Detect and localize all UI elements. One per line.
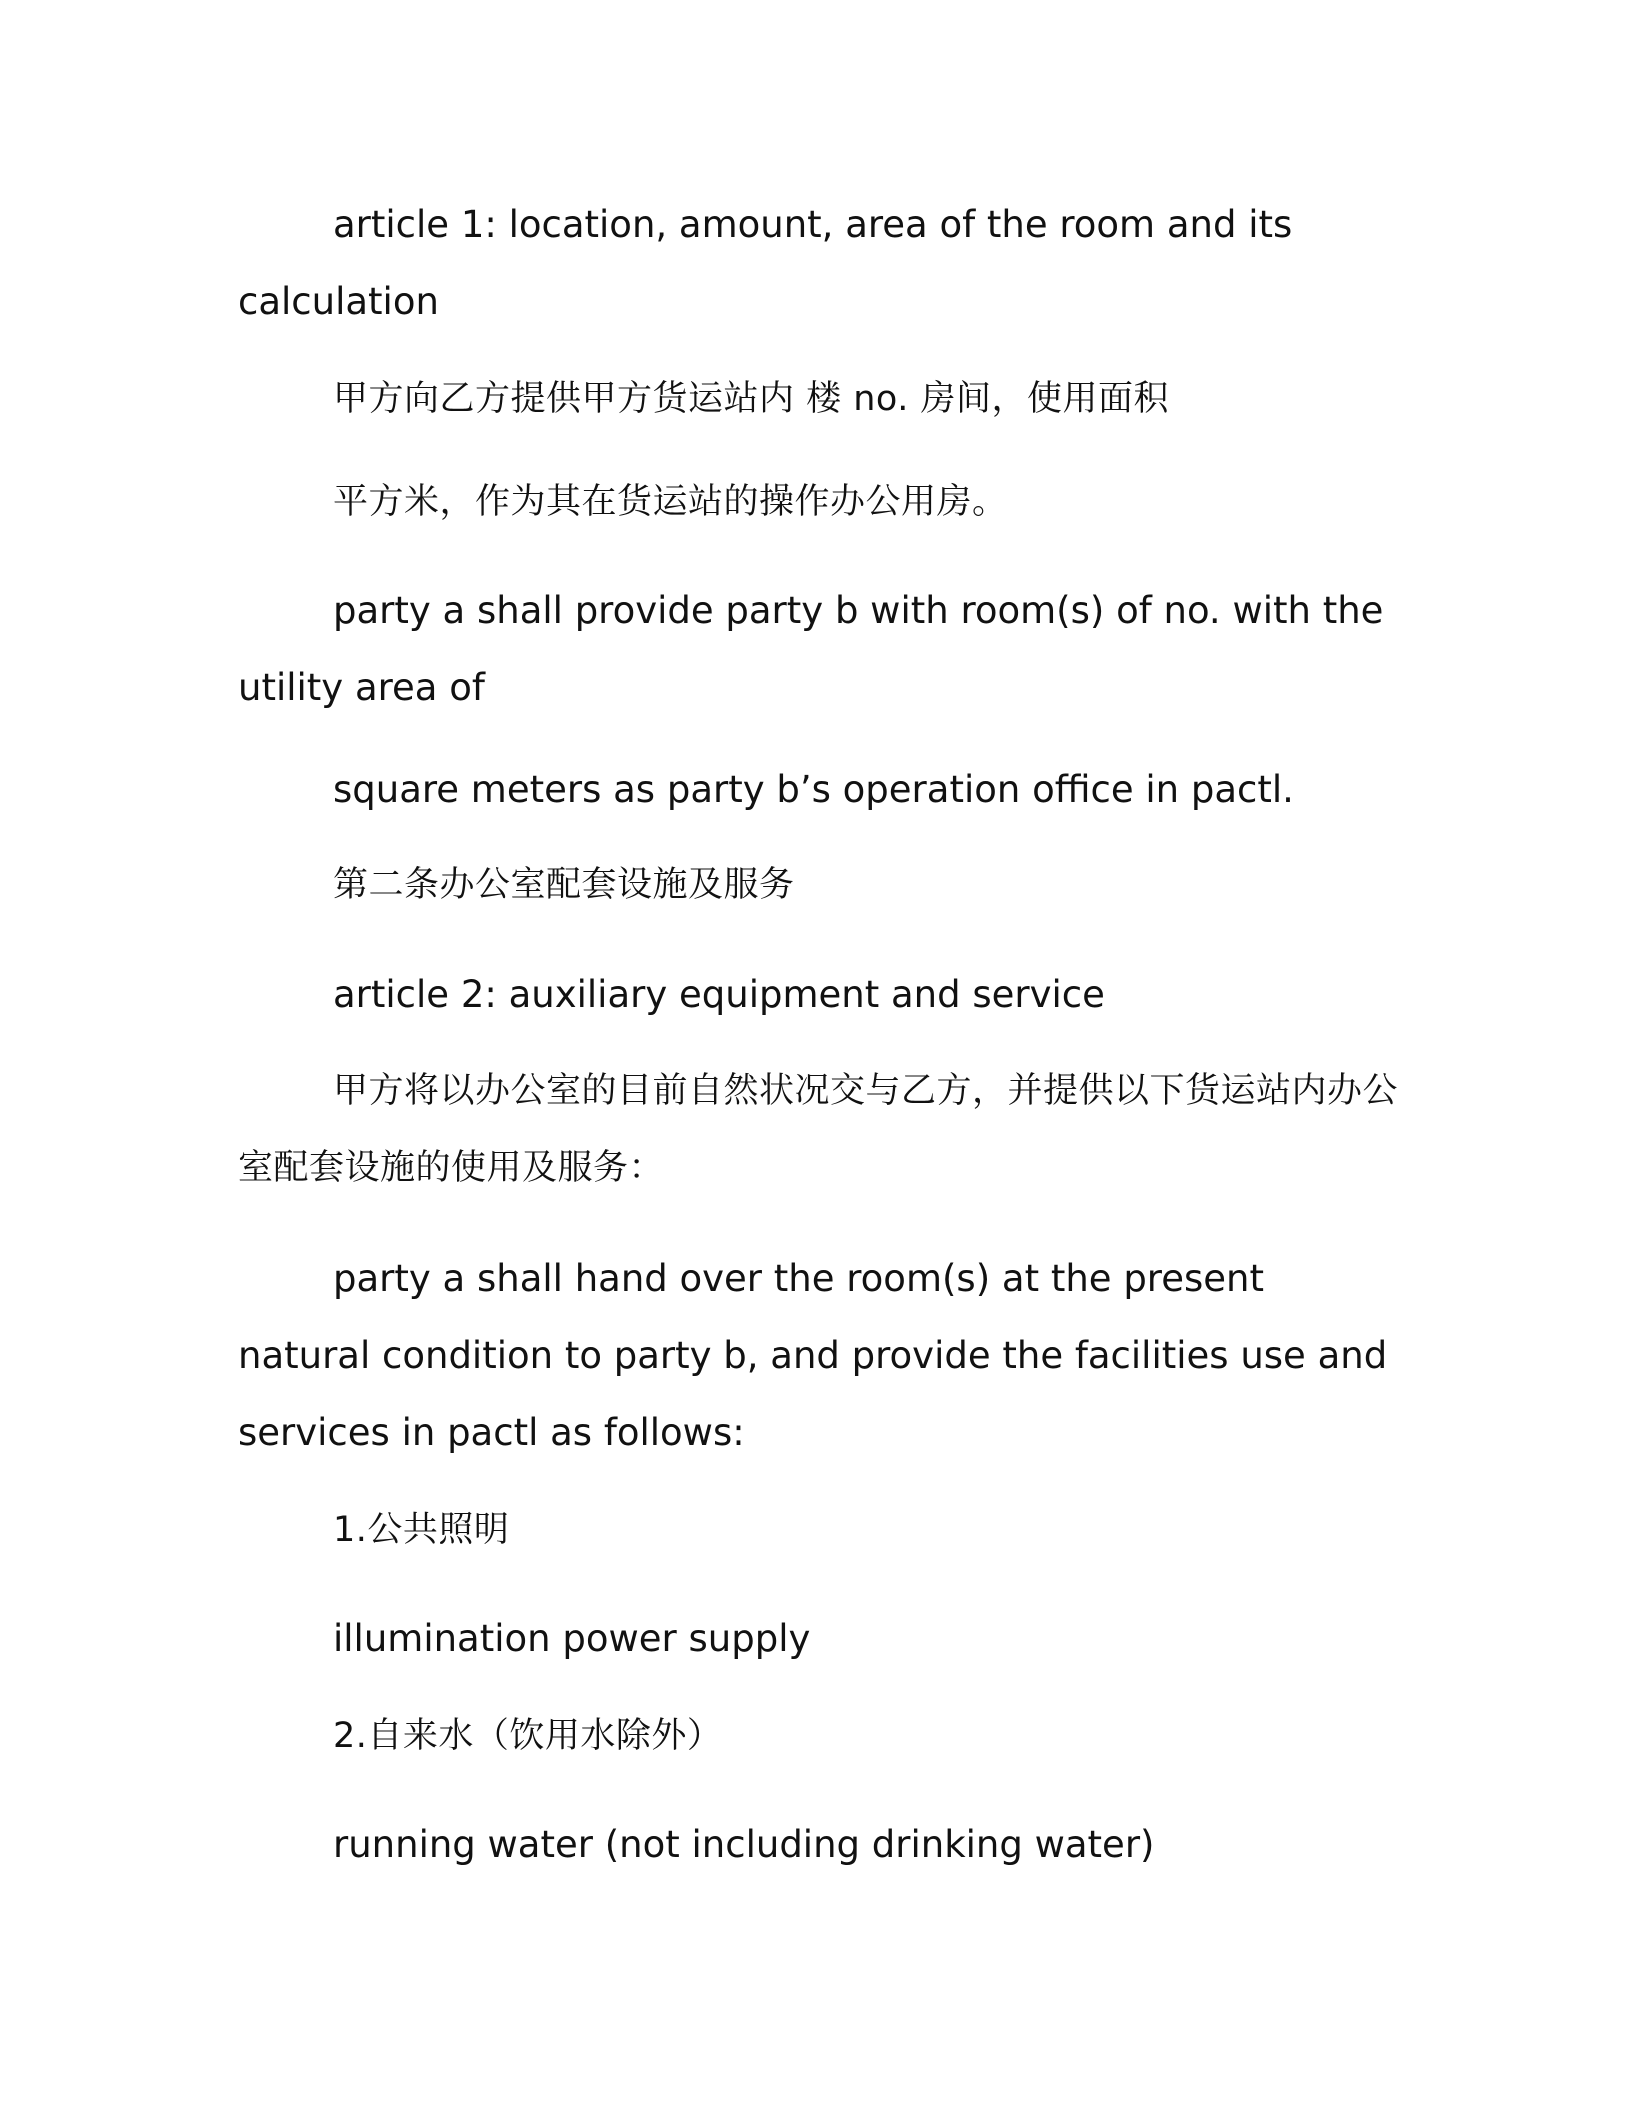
article-2-cn-heading: 第二条办公室配套设施及服务 — [333, 865, 795, 905]
item-2-en: running water (not including drinking water) — [333, 1823, 1155, 1866]
article-2-en-body: party a shall hand over the room(s) at the present natural condition to party b, and provide the facilities use and services in pactl as follows: — [238, 1257, 1388, 1454]
article-2-en-heading: article 2: auxiliary equipment and service — [333, 973, 1105, 1016]
article-1-en-line-1: party a shall provide party b with room(s) of no. with the utility area of — [238, 589, 1384, 709]
article-1-cn-line-2: 平方米，作为其在货运站的操作办公用房。 — [333, 482, 1008, 522]
article-1-heading: article 1: location, amount, area of the room and its calculation — [238, 203, 1293, 323]
article-1-cn-line-1: 甲方向乙方提供甲方货运站内 楼 no. 房间，使用面积 — [333, 379, 1169, 419]
item-1-en: illumination power supply — [333, 1617, 811, 1660]
item-2-cn: 2.自来水（饮用水除外） — [333, 1716, 723, 1756]
article-1-en-line-2: square meters as party b’s operation office in pactl. — [333, 768, 1294, 811]
article-2-cn-body: 甲方将以办公室的目前自然状况交与乙方，并提供以下货运站内办公室配套设施的使用及服务： — [238, 1071, 1399, 1188]
item-1-cn: 1.公共照明 — [333, 1510, 510, 1550]
